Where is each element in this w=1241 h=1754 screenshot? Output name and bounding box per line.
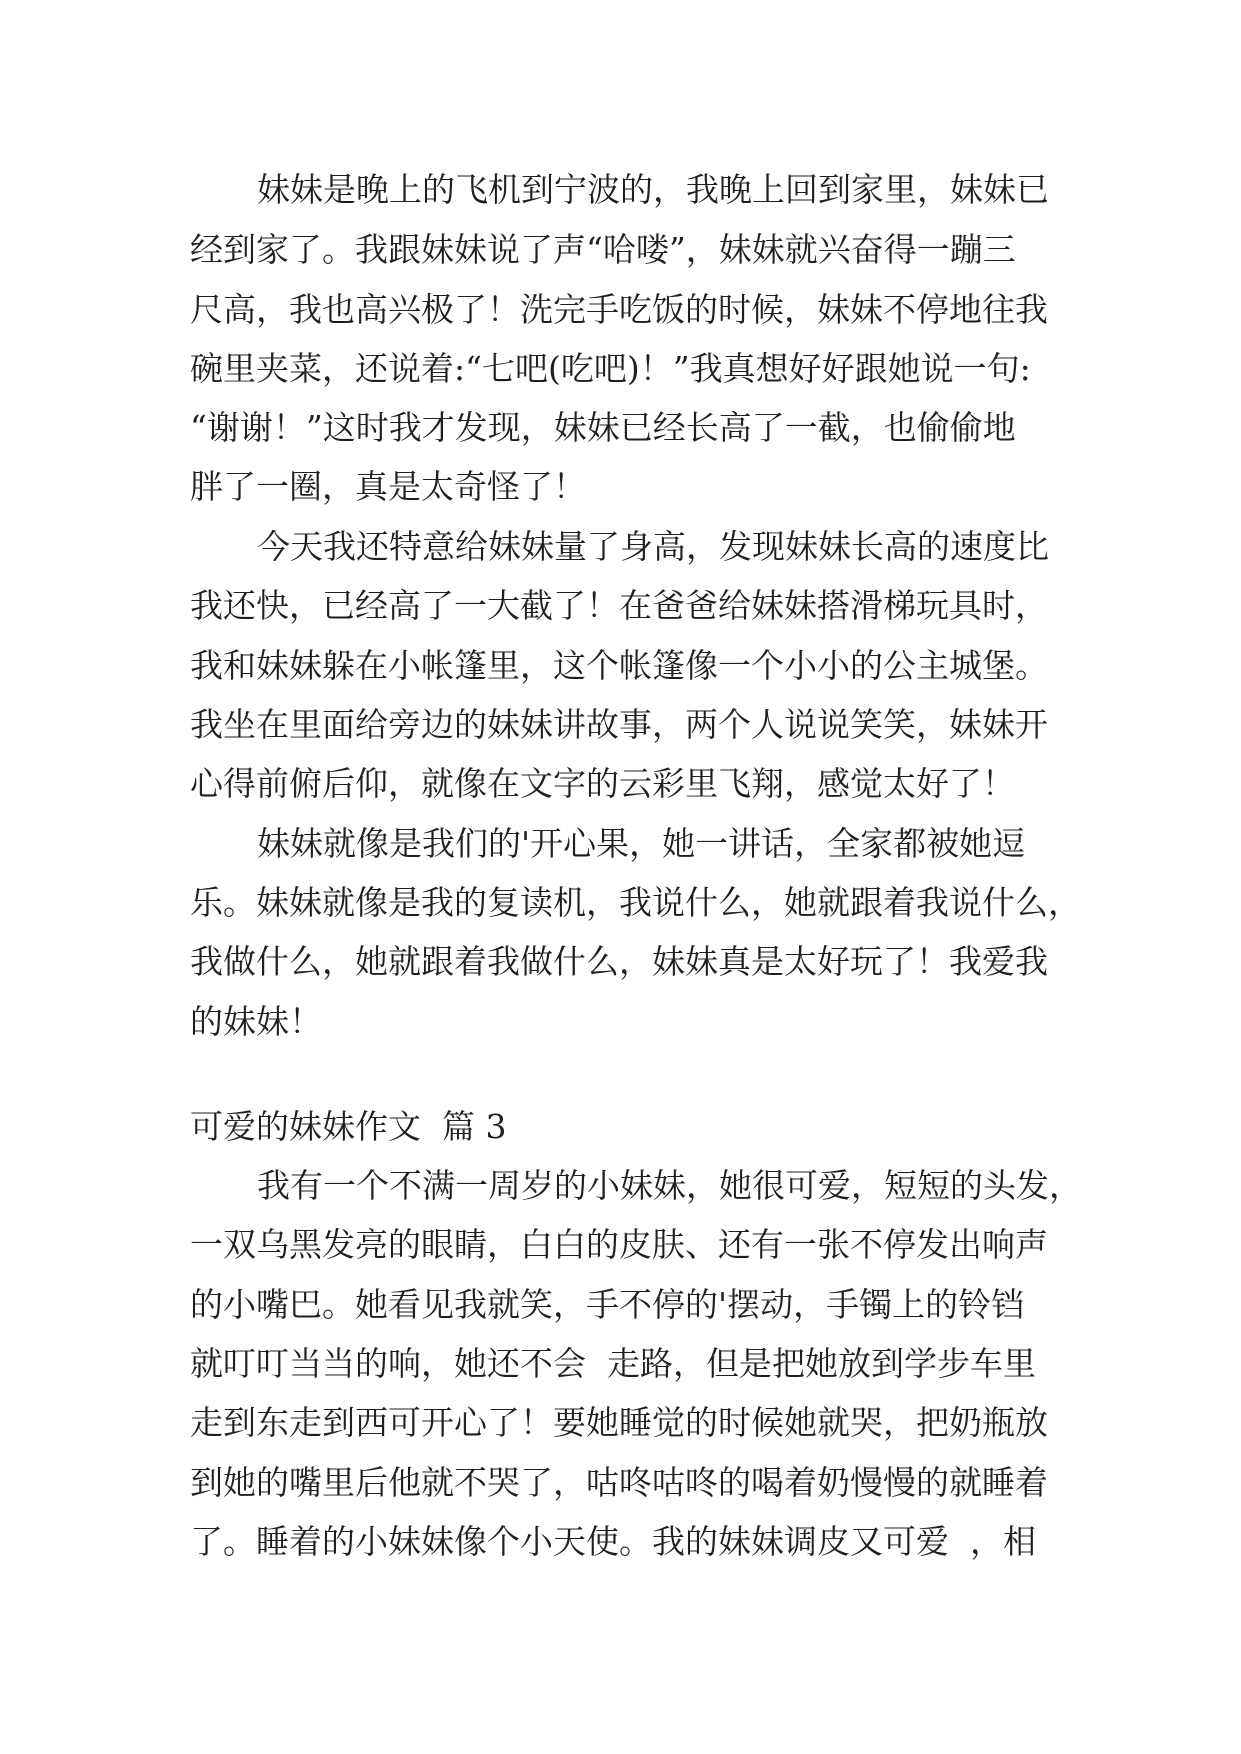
paragraph-4-line-6: 到她的嘴里后他就不哭了，咕咚咕咚的喝着奶慢慢的就睡着 bbox=[190, 1463, 1048, 1502]
paragraph-4-line-5: 走到东走到西可开心了！要她睡觉的时候她就哭，把奶瓶放 bbox=[190, 1403, 1048, 1442]
paragraph-4-line-3: 的小嘴巴。她看见我就笑，手不停的'摆动，手镯上的铃铛 bbox=[190, 1285, 1025, 1324]
paragraph-1-line-3: 尺高，我也高兴极了！洗完手吃饭的时候，妹妹不停地往我 bbox=[190, 290, 1048, 329]
paragraph-2-line-5: 心得前俯后仰，就像在文字的云彩里飞翔，感觉太好了！ bbox=[190, 764, 1015, 803]
paragraph-4-line-1: 我有一个不满一周岁的小妹妹，她很可爱，短短的头发， bbox=[257, 1166, 1082, 1205]
paragraph-3-line-4: 的妹妹！ bbox=[190, 1002, 322, 1041]
paragraph-4-line-4: 就叮叮当当的响，她还不会 走路，但是把她放到学步车里 bbox=[190, 1344, 1036, 1383]
paragraph-1-line-6: 胖了一圈，真是太奇怪了！ bbox=[190, 467, 586, 506]
paragraph-1-line-2: 经到家了。我跟妹妹说了声“哈喽”，妹妹就兴奋得一蹦三 bbox=[190, 230, 1016, 269]
paragraph-3-line-2: 乐。妹妹就像是我的复读机，我说什么，她就跟着我说什么， bbox=[190, 883, 1081, 922]
paragraph-1-line-1: 妹妹是晚上的飞机到宁波的，我晚上回到家里，妹妹已 bbox=[257, 170, 1049, 209]
paragraph-2-line-2: 我还快，已经高了一大截了！在爸爸给妹妹搭滑梯玩具时， bbox=[190, 586, 1048, 625]
paragraph-1-line-4: 碗里夹菜，还说着:“七吧(吃吧)！”我真想好好跟她说一句: bbox=[190, 349, 1031, 388]
paragraph-3-line-1: 妹妹就像是我们的'开心果，她一讲话，全家都被她逗 bbox=[257, 824, 1026, 863]
paragraph-2-line-4: 我坐在里面给旁边的妹妹讲故事，两个人说说笑笑，妹妹开 bbox=[190, 705, 1048, 744]
section-title: 可爱的妹妹作文 篇 3 bbox=[190, 1107, 507, 1146]
paragraph-4-line-2: 一双乌黑发亮的眼睛，白白的皮肤、还有一张不停发出响声 bbox=[190, 1225, 1048, 1264]
paragraph-2-line-1: 今天我还特意给妹妹量了身高，发现妹妹长高的速度比 bbox=[257, 527, 1049, 566]
paragraph-4-line-7: 了。睡着的小妹妹像个小天使。我的妹妹调皮又可爱 ，相 bbox=[190, 1522, 1036, 1561]
paragraph-2-line-3: 我和妹妹躲在小帐篷里，这个帐篷像一个小小的公主城堡。 bbox=[190, 646, 1048, 685]
paragraph-1-line-5: “谢谢！”这时我才发现，妹妹已经长高了一截，也偷偷地 bbox=[190, 408, 1016, 447]
paragraph-3-line-3: 我做什么，她就跟着我做什么，妹妹真是太好玩了！我爱我 bbox=[190, 942, 1048, 981]
